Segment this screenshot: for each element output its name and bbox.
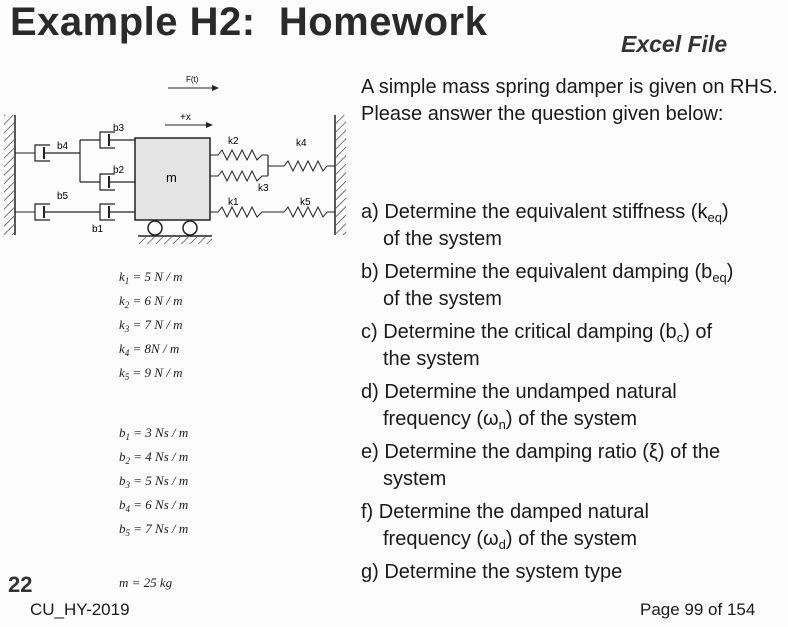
question-list <box>361 199 781 592</box>
spring-k2 <box>210 150 268 160</box>
damper-b2 <box>80 174 135 190</box>
right-wall <box>336 115 346 235</box>
mass-spring-damper-diagram <box>0 60 350 260</box>
label-b4: b4 <box>57 141 69 152</box>
param-k2: $k_2 = 6$ N / m <box>119 293 183 310</box>
label-k1: k1 <box>228 197 239 208</box>
spring-k1 <box>210 207 270 217</box>
left-wall <box>4 115 14 235</box>
label-k3: k3 <box>258 183 269 194</box>
question-e: e) Determine the damping ratio (ξ) of the system <box>361 441 721 490</box>
label-k2: k2 <box>228 136 239 147</box>
spring-k4 <box>268 161 335 171</box>
param-b1: $b_1 = 3$ Ns / m <box>119 425 189 442</box>
mass-label: m <box>166 170 177 185</box>
label-k4: k4 <box>296 138 307 149</box>
label-b1: b1 <box>92 224 104 235</box>
intro-text: A simple mass spring damper is given on RHS. Please answer the question given below: <box>361 76 778 125</box>
question-d: d) Determine the undamped natural frequency $(\omega_n)$ of the system <box>361 381 677 432</box>
question-a: a) Determine the equivalent stiffness $(k_{eq})$ of the system <box>361 201 729 250</box>
damper-b3 <box>80 132 135 148</box>
excel-file-link[interactable]: Excel File <box>621 31 728 57</box>
force-label: F(t) <box>186 75 199 84</box>
question-b: b) Determine the equivalent damping $(b_{eq})$ of the system <box>361 261 734 310</box>
page-indicator: Page 99 of 154 <box>640 600 756 619</box>
page-title: Example H2: Homework <box>10 0 488 44</box>
damping-values <box>119 421 188 541</box>
param-k5: $k_5 = 9$ N / m <box>119 365 183 382</box>
label-k5: k5 <box>300 197 311 208</box>
label-b2: b2 <box>113 165 125 176</box>
direction-label: +x <box>180 112 191 123</box>
question-g: g) Determine the system type <box>361 561 623 583</box>
label-b3: b3 <box>113 123 125 134</box>
param-k1: $k_1 = 5$ N / m <box>119 269 183 286</box>
slide-number: 22 <box>8 572 33 597</box>
param-b4: $b_4 = 6$ Ns / m <box>119 497 189 514</box>
param-b3: $b_3 = 5$ Ns / m <box>119 473 189 490</box>
param-k3: $k_3 = 7$ N / m <box>119 317 183 334</box>
course-code: CU_HY-2019 <box>30 600 130 619</box>
damper-b5 <box>35 204 100 220</box>
param-b2: $b_2 = 4$ Ns / m <box>119 449 189 466</box>
question-c: c) Determine the critical damping $(b_c)$ of the system <box>361 321 713 370</box>
stiffness-values <box>119 265 182 385</box>
param-mass: m = 25 kg <box>119 575 173 590</box>
param-k4: $k_4 = 8N / m$ <box>119 341 180 358</box>
damper-b1 <box>100 204 135 220</box>
question-f: f) Determine the damped natural frequency $(\omega_d)$ of the system <box>361 501 649 552</box>
spring-k5 <box>270 207 335 217</box>
label-b5: b5 <box>57 191 69 202</box>
spring-k3 <box>210 171 268 181</box>
param-b5: $b_5 = 7$ Ns / m <box>119 521 189 538</box>
